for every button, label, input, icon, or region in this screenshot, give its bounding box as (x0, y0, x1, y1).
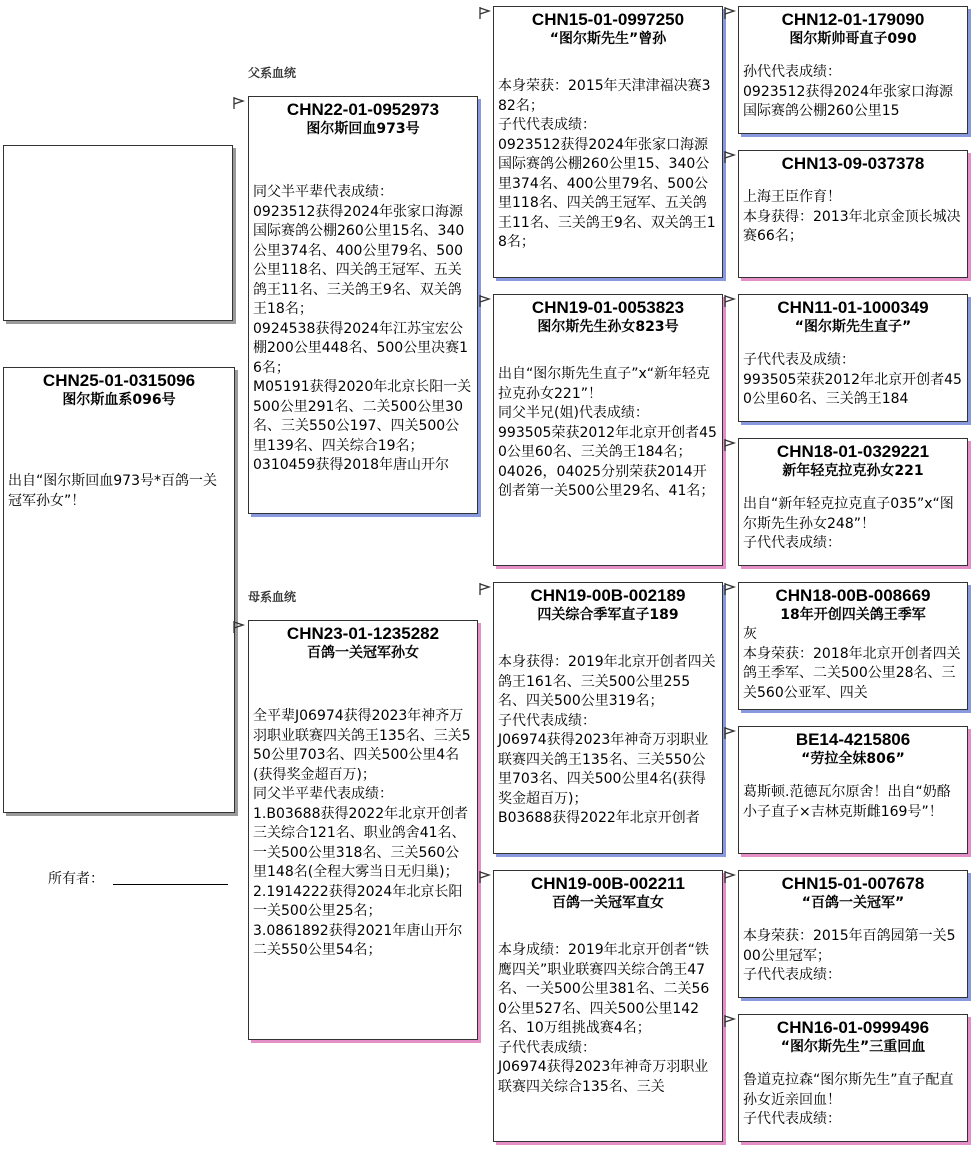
dss-name: 18年开创四关鸽王季军 (780, 607, 926, 623)
ss-body: 本身荣获：2015年天津津福决赛382名； 子代代表成绩： 0923512获得2024年张家口海源国际赛鸽公棚260公里15、340公里374名、400公里79名、500公里118名、四关鸽王冠军、五关鸽王11名、三关鸽王9名、双关鸽王18名； (498, 78, 716, 250)
flag-icon (478, 294, 492, 308)
dss-card[interactable] (738, 582, 968, 710)
subject-body: 出自“图尔斯回血973号*百鸽一关冠军孙女”！ (8, 473, 217, 509)
sd-card[interactable] (493, 294, 723, 566)
flag-icon (723, 438, 737, 452)
flag-icon (723, 1014, 737, 1028)
sire-name: 图尔斯回血973号 (306, 121, 420, 137)
dds-body: 本身荣获：2015年百鸽园第一关500公里冠军； 子代代表成绩： (743, 928, 956, 983)
sdd-name: 新年轻克拉克孙女221 (782, 463, 924, 479)
ddd-id: CHN16-01-0999496 (776, 1018, 930, 1037)
subject-name: 图尔斯血系096号 (62, 392, 176, 408)
dam-id: CHN23-01-1235282 (286, 624, 440, 643)
sdd-card[interactable] (738, 438, 968, 566)
subject-id: CHN25-01-0315096 (42, 371, 196, 390)
dam-card[interactable] (248, 620, 478, 1040)
dds-name: “百鸽一关冠军” (801, 895, 905, 911)
ssd-id: CHN13-09-037378 (781, 154, 925, 173)
flag-icon (478, 582, 492, 596)
photo-frame (3, 145, 233, 321)
ds-body: 本身获得：2019年北京开创者四关鸽王161名、三关500公里255名、四关500公里319名； 子代代表成绩： J06974获得2023年神奇万羽职业联赛四关鸽王135名、三关550公里703名、四关500公里4名(获得奖金超百万)； B03688获得2022年北京开创者 (498, 654, 716, 826)
dd-card[interactable] (493, 870, 723, 1142)
dsd-card[interactable] (738, 726, 968, 854)
flag-icon (723, 870, 737, 884)
maternal-label: 母系血统 (248, 590, 297, 604)
sds-id: CHN11-01-1000349 (777, 298, 929, 317)
dss-body: 灰 本身荣获：2018年北京开创者四关鸽王季军、二关500公里28名、三关560公亚军、四关 (743, 626, 961, 701)
dd-body: 本身成绩：2019年北京开创者“铁鹰四关”职业联赛四关综合鸽王47名、一关500公里381名、二关560公里527名、四关500公里142名、10万组挑战赛4名； 子代代表成绩： J06974获得2023年神奇万羽职业联赛四关综合135名、三关 (498, 942, 710, 1095)
sd-id: CHN19-01-0053823 (531, 298, 685, 317)
ss-name: “图尔斯先生”曾孙 (549, 31, 667, 47)
sd-body: 出自“图尔斯先生直子”x“新年轻克拉克孙女221”！ 同父半兄(姐)代表成绩： 993505荣获2012年北京开创者450公里60名、三关鸽王184名； 04026，04025分别荣获2014开创者第一关500公里29名、41名； (498, 366, 717, 499)
ssd-card[interactable] (738, 150, 968, 278)
sire-body: 同父半平辈代表成绩： 0923512获得2024年张家口海源国际赛鸽公棚260公里15名、340公里374名、400公里79名、500公里118名、四关鸽王冠军、五关鸽王11名、三关鸽王9名、双关鸽王18名； 0924538获得2024年江苏宝宏公棚200公里448名、500公里决赛16名； M05191获得2020年北京长阳一关500公里291名、二关500公里30名、三关550公197、四关500公里139名、四关综合19名； 0310459获得2018年唐山开尔 (253, 184, 472, 473)
dsd-name: “劳拉全妹806” (801, 751, 905, 767)
paternal-label: 父系血统 (248, 66, 297, 80)
sdd-body: 出自“新年轻克拉克直子035”x“图尔斯先生孙女248”！ 子代代表成绩： (743, 496, 954, 551)
owner-label: 所有者： (48, 871, 104, 887)
flag-icon (723, 150, 737, 164)
dam-body: 全平辈J06974获得2023年神齐万羽职业联赛四关鸽王135名、三关550公里703名、四关500公里4名(获得奖金超百万)； 同父半平辈代表成绩： 1.B03688获得2022年北京开创者三关综合121名、职业鸽舍41名、一关500公里318名、三关560公里148名(全程大雾当日无归巢)； 2.1914222获得2024年北京长阳一关500公里25名； 3.0861892获得2021年唐山开尔二关550公里54名； (253, 708, 471, 958)
sdd-id: CHN18-01-0329221 (776, 442, 930, 461)
sd-name: 图尔斯先生孙女823号 (537, 319, 679, 335)
ss-card[interactable] (493, 6, 723, 278)
dss-id: CHN18-00B-008669 (775, 586, 931, 605)
dsd-id: BE14-4215806 (795, 730, 911, 749)
sire-id: CHN22-01-0952973 (286, 100, 440, 119)
ss-id: CHN15-01-0997250 (531, 10, 685, 29)
ddd-card[interactable] (738, 1014, 968, 1142)
flag-icon (232, 620, 246, 634)
sss-card[interactable] (738, 6, 968, 134)
sds-name: “图尔斯先生直子” (794, 319, 912, 335)
sss-id: CHN12-01-179090 (781, 10, 925, 29)
dd-id: CHN19-00B-002211 (530, 874, 686, 893)
owner-line[interactable] (113, 884, 228, 885)
ds-id: CHN19-00B-002189 (530, 586, 686, 605)
sds-card[interactable] (738, 294, 968, 422)
dd-name: 百鸽一关冠军直女 (552, 895, 664, 911)
sss-body: 孙代代表成绩： 0923512获得2024年张家口海源国际赛鸽公棚260公里15 (743, 64, 953, 119)
flag-icon (723, 6, 737, 20)
sds-body: 子代代表及成绩： 993505荣获2012年北京开创者450公里60名、三关鸽王184 (743, 352, 962, 407)
dsd-body: 葛斯顿.范德瓦尔原舍！出自“奶酪小子直子×吉林克斯雌169号”！ (743, 784, 951, 820)
ddd-body: 鲁道克拉森“图尔斯先生”直子配直孙女近亲回血！ 子代代表成绩： (743, 1072, 954, 1127)
sire-card[interactable] (248, 96, 478, 514)
flag-icon (232, 96, 246, 110)
ds-name: 四关综合季军直子189 (537, 607, 679, 623)
subject-card[interactable] (3, 367, 235, 813)
flag-icon (723, 294, 737, 308)
flag-icon (478, 6, 492, 20)
flag-icon (478, 870, 492, 884)
ds-card[interactable] (493, 582, 723, 854)
flag-icon (723, 582, 737, 596)
dam-name: 百鸽一关冠军孙女 (307, 645, 419, 661)
dds-card[interactable] (738, 870, 968, 998)
ddd-name: “图尔斯先生”三重回血 (780, 1039, 926, 1055)
sss-name: 图尔斯帅哥直子090 (789, 31, 917, 47)
dds-id: CHN15-01-007678 (781, 874, 925, 893)
flag-icon (723, 726, 737, 740)
ssd-body: 上海王臣作育！ 本身获得：2013年北京金顶长城决赛66名； (743, 189, 961, 244)
